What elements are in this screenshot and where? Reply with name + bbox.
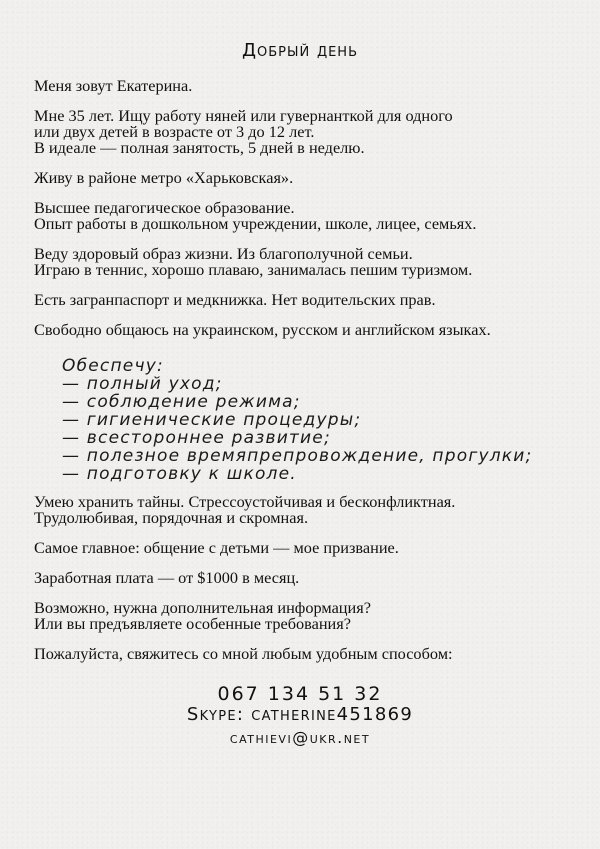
care-item: — гигиенические процедуры; [62,410,362,430]
text-line: Самое главное: общение с детьми — мое призвание. [34,538,399,557]
text-line: Или вы предъявляете особенные требования? [34,614,351,633]
paragraph [34,78,574,94]
page-title: Добрый день [241,40,359,61]
email-address: cathievi@ukr.net [229,728,371,747]
text-line: Мне 35 лет. Ищу работу няней или гувернанткой для одного [34,106,453,125]
text-line: Веду здоровый образ жизни. Из благополучной семьи. [34,244,413,263]
text-line: Свободно общаюсь на украинском, русском и английском языках. [34,320,491,339]
care-item: — полный уход; [62,374,223,394]
text-line: Заработная плата — от $1000 в месяц. [34,568,300,587]
text-line: Опыт работы в дошкольном учреждении, школе, лицее, семьях. [34,214,477,233]
paragraph [34,292,574,308]
paragraph [34,246,574,278]
text-line: Есть загранпаспорт и медкнижка. Нет водительских прав. [34,290,436,309]
phone-number: 067 134 51 32 [217,683,383,705]
text-line: Пожалуйста, свяжитесь со мной любым удобным способом: [34,644,453,663]
paragraph [34,600,574,632]
text-line: Высшее педагогическое образование. [34,198,295,217]
intro-text [34,78,574,352]
paragraph [34,108,574,156]
care-item: — подготовку к школе. [62,464,297,484]
care-item: — полезное времяпрепровождение, прогулки; [62,446,533,466]
paragraph [34,540,574,556]
paragraph [34,200,574,232]
paragraph [34,494,574,526]
care-item: — соблюдение режима; [62,392,301,412]
text-line: Живу в районе метро «Харьковская». [34,168,294,187]
text-line: Трудолюбивая, порядочная и скромная. [34,508,309,527]
paragraph [34,322,574,338]
text-line: Умею хранить тайны. Стрессоустойчивая и бесконфликтная. [34,492,456,511]
care-list [62,357,532,483]
text-line: или двух детей в возрасте от 3 до 12 лет. [34,122,315,141]
text-line: В идеале — полная занятость, 5 дней в неделю. [34,138,365,157]
outro-text [34,494,574,676]
paragraph [34,170,574,186]
care-item: — всестороннее развитие; [62,428,331,448]
text-line: Играю в теннис, хорошо плаваю, занималась пешим туризмом. [34,260,473,279]
text-line: Меня зовут Екатерина. [34,76,193,95]
contacts-block [0,684,600,750]
text-line: Возможно, нужна дополнительная информация? [34,598,371,617]
paragraph [34,646,574,662]
skype-handle: Skype: catherine451869 [186,704,414,725]
care-heading: Обеспечу: [62,356,164,376]
paragraph [34,570,574,586]
